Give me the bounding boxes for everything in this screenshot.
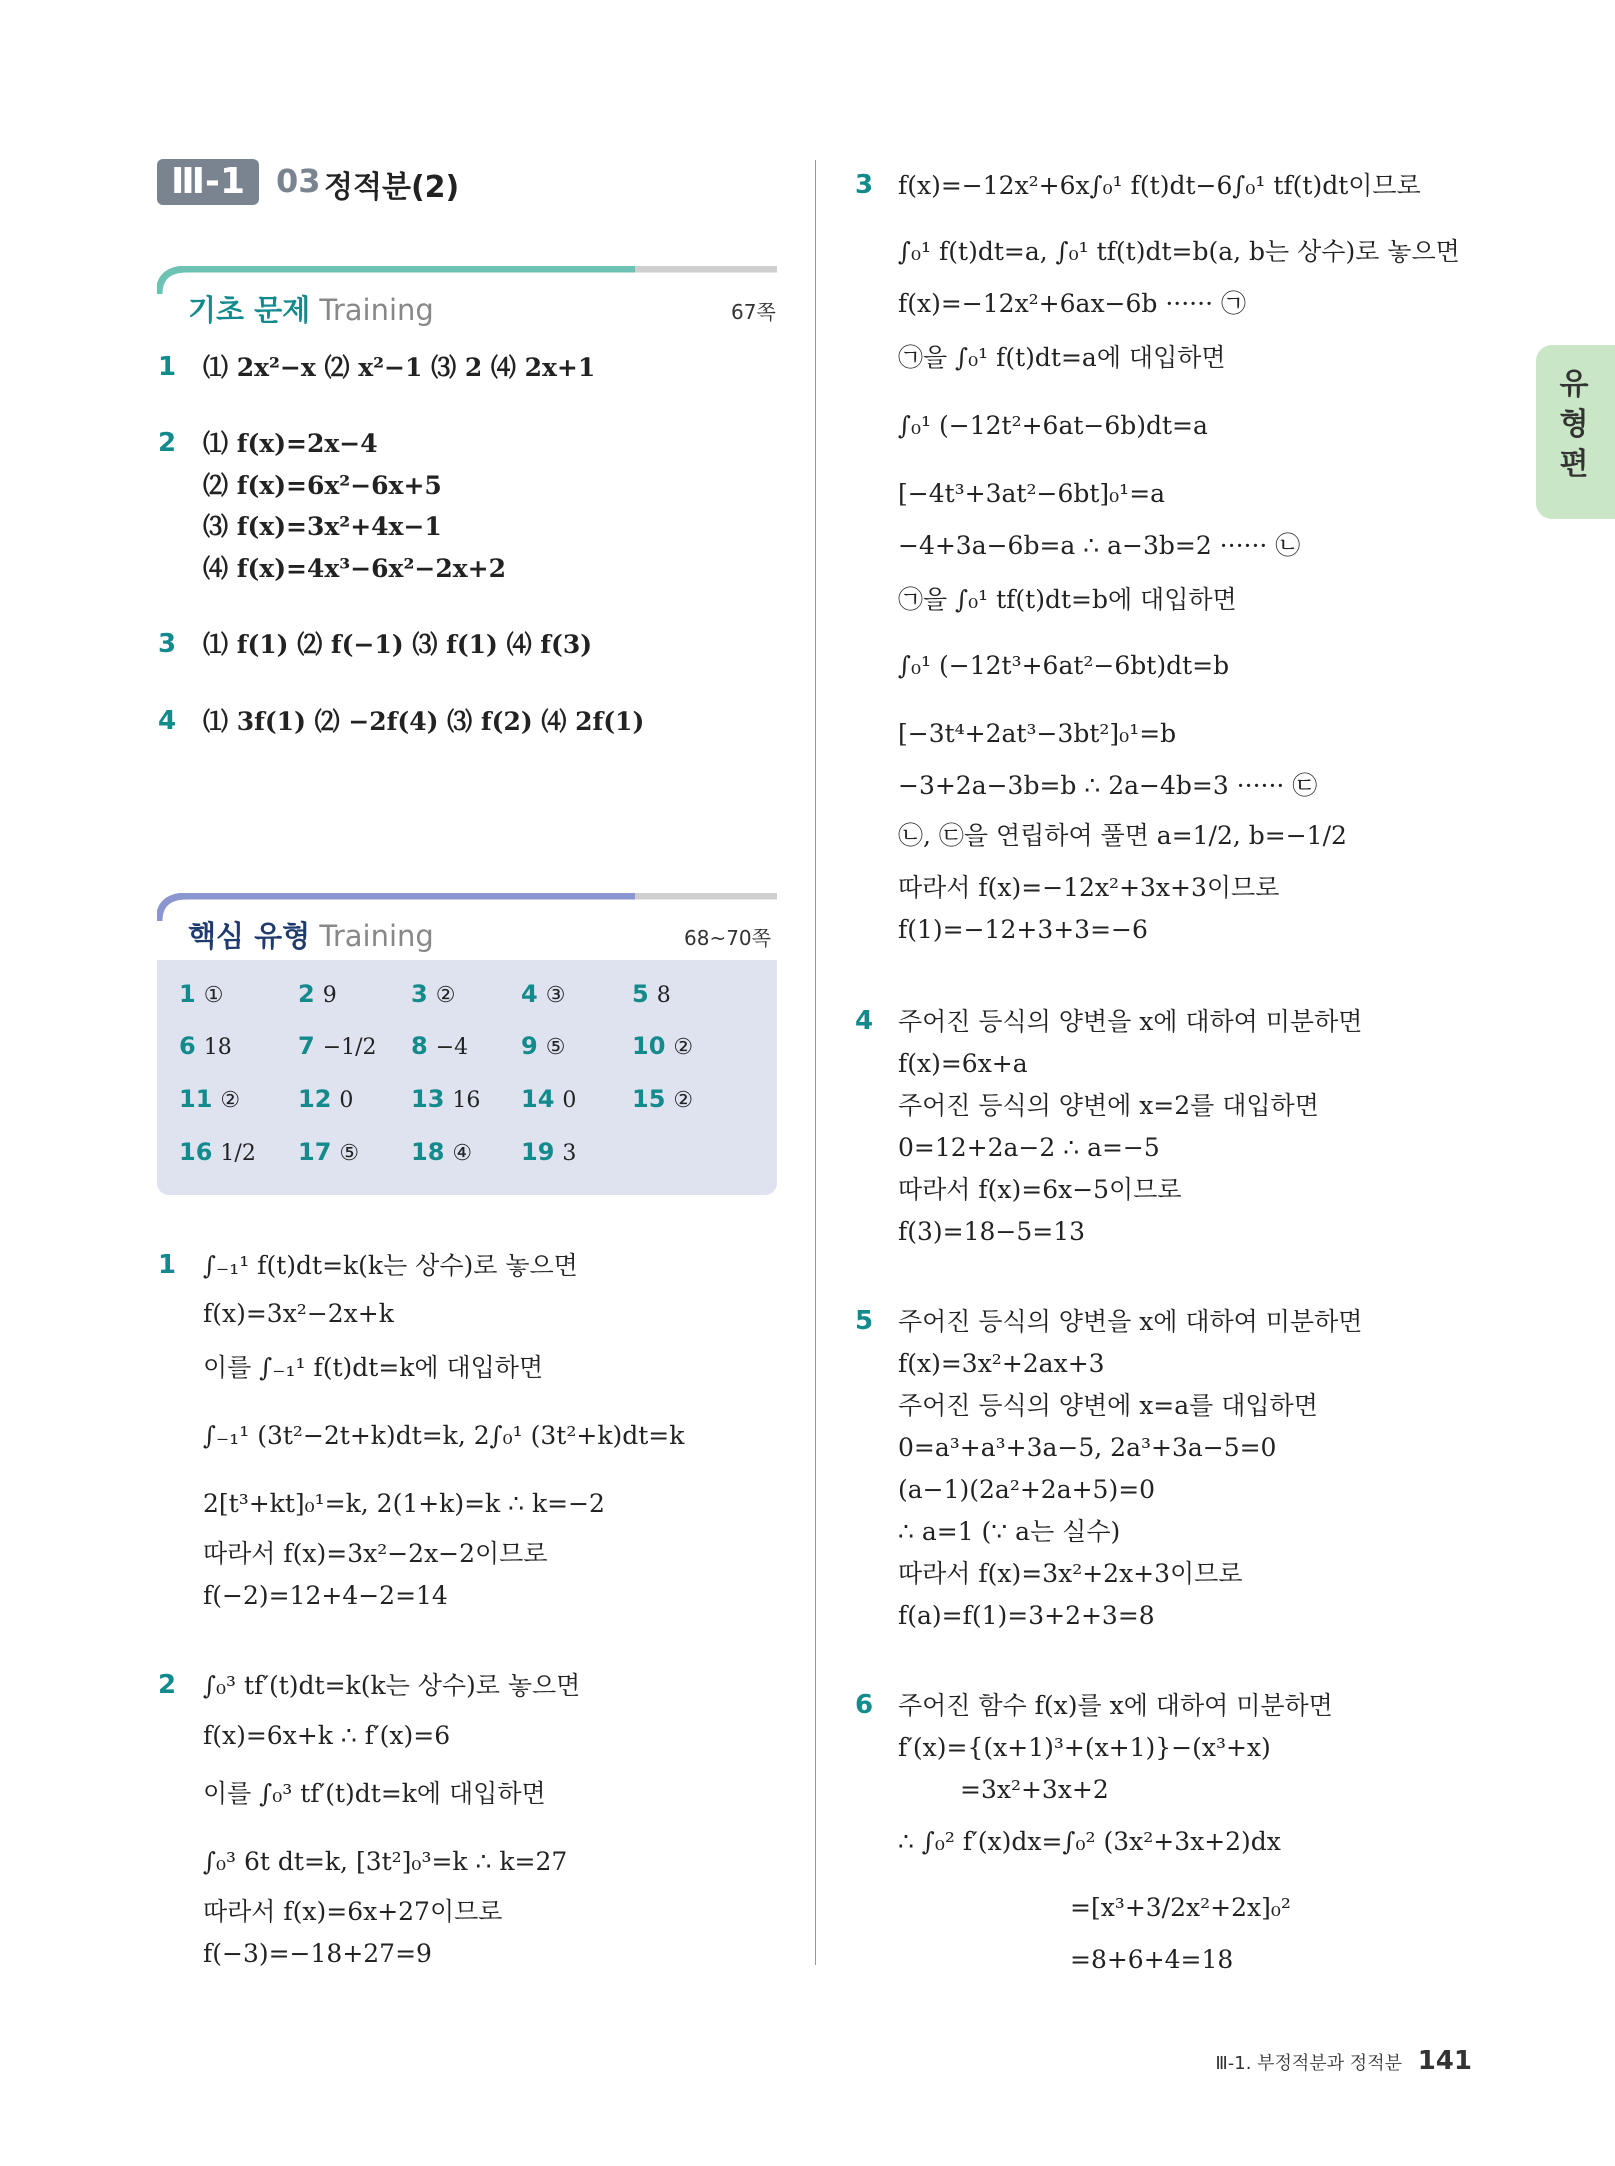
basic-q2-number: 2: [158, 428, 177, 458]
solution-5-line: (a−1)(2a²+2a+5)=0: [898, 1475, 1156, 1504]
solution-3-line: ∫₀¹ f(t)dt=a, ∫₀¹ tf(t)dt=b(a, b는 상수)로 놓으면: [898, 237, 1460, 266]
basic-q2-answer-4: ⑷ f(x)=4x³−6x²−2x+2: [203, 554, 507, 583]
solution-4-line: f(x)=6x+a: [898, 1049, 1028, 1078]
solution-4-line: 0=12+2a−2 ∴ a=−5: [898, 1133, 1160, 1162]
solution-3-line: ∫₀¹ (−12t³+6at²−6bt)dt=b: [898, 651, 1230, 680]
solution-6-line: =8+6+4=18: [1070, 1945, 1234, 1974]
solution-1-line: 이를 ∫₋₁¹ f(t)dt=k에 대입하면: [203, 1353, 544, 1382]
solution-1-line: ∫₋₁¹ (3t²−2t+k)dt=k, 2∫₀¹ (3t²+k)dt=k: [203, 1421, 685, 1450]
solution-2-line: ∫₀³ 6t dt=k, [3t²]₀³=k ∴ k=27: [203, 1847, 568, 1876]
basic-title-en: Training: [319, 293, 434, 327]
solution-6-line: =[x³+3/2x²+2x]₀²: [1070, 1893, 1291, 1922]
basic-q2-answer-3: ⑶ f(x)=3x²+4x−1: [203, 512, 442, 541]
solution-2-number: 2: [158, 1670, 177, 1700]
core-title-ko: 핵심 유형: [188, 919, 311, 953]
answer-grid: [157, 960, 777, 1195]
solution-5-line: f(x)=3x²+2ax+3: [898, 1349, 1105, 1378]
solution-2-line: f(x)=6x+k ∴ f′(x)=6: [203, 1721, 451, 1750]
answer-19: 19 3: [521, 1138, 577, 1166]
basic-q1-answer: ⑴ 2x²−x ⑵ x²−1 ⑶ 2 ⑷ 2x+1: [203, 353, 596, 382]
solution-5-line: 주어진 등식의 양변을 x에 대하여 미분하면: [898, 1307, 1363, 1336]
solution-3-line: −3+2a−3b=b ∴ 2a−4b=3 ······ ㉢: [898, 771, 1318, 800]
basic-title-ko: 기초 문제: [188, 293, 311, 327]
solution-1-line: f(−2)=12+4−2=14: [203, 1581, 448, 1610]
answer-3: 3 ②: [411, 980, 456, 1008]
answer-5: 5 8: [632, 980, 671, 1008]
solution-1-number: 1: [158, 1250, 177, 1280]
solution-3-line: 따라서 f(x)=−12x²+3x+3이므로: [898, 873, 1280, 902]
solution-3-line: ㉡, ㉢을 연립하여 풀면 a=1/2, b=−1/2: [898, 821, 1347, 850]
answer-9: 9 ⑤: [521, 1032, 566, 1060]
solution-6-line: f′(x)={(x+1)³+(x+1)}−(x³+x): [898, 1733, 1271, 1762]
answer-6: 6 18: [179, 1032, 232, 1060]
solution-4-line: f(3)=18−5=13: [898, 1217, 1086, 1246]
solution-4-number: 4: [855, 1006, 874, 1036]
answer-15: 15 ②: [632, 1085, 694, 1113]
basic-q2-answer-2: ⑵ f(x)=6x²−6x+5: [203, 471, 442, 500]
solution-2-line: f(−3)=−18+27=9: [203, 1939, 432, 1968]
solution-1-line: f(x)=3x²−2x+k: [203, 1299, 394, 1328]
basic-q3-answer: ⑴ f(1) ⑵ f(−1) ⑶ f(1) ⑷ f(3): [203, 630, 593, 659]
lesson-number: 03: [276, 162, 321, 200]
solution-6-line: ∴ ∫₀² f′(x)dx=∫₀² (3x²+3x+2)dx: [898, 1827, 1281, 1856]
side-tab-label: 유 형 편: [1559, 367, 1589, 482]
solution-3-line: ㉠을 ∫₀¹ tf(t)dt=b에 대입하면: [898, 585, 1237, 614]
footer-section: Ⅲ-1. 부정적분과 정적분: [1215, 2053, 1402, 2074]
solution-3-line: f(x)=−12x²+6x∫₀¹ f(t)dt−6∫₀¹ tf(t)dt이므로: [898, 171, 1421, 200]
core-title-en: Training: [319, 919, 434, 953]
core-title: [188, 914, 434, 955]
answer-14: 14 0: [521, 1085, 577, 1113]
solution-5-line: ∴ a=1 (∵ a는 실수): [898, 1517, 1121, 1546]
answer-8: 8 −4: [411, 1032, 469, 1060]
solution-3-line: [−4t³+3at²−6bt]₀¹=a: [898, 479, 1166, 508]
answer-16: 16 1/2: [179, 1138, 256, 1166]
page-number: 141: [1417, 2046, 1472, 2076]
solution-2-line: ∫₀³ tf′(t)dt=k(k는 상수)로 놓으면: [203, 1671, 581, 1700]
solution-2-line: 따라서 f(x)=6x+27이므로: [203, 1897, 503, 1926]
solution-3-line: f(1)=−12+3+3=−6: [898, 915, 1148, 944]
answer-7: 7 −1/2: [298, 1032, 377, 1060]
solution-3-line: [−3t⁴+2at³−3bt²]₀¹=b: [898, 719, 1177, 748]
solution-1-line: 따라서 f(x)=3x²−2x−2이므로: [203, 1539, 548, 1568]
solution-5-line: f(a)=f(1)=3+2+3=8: [898, 1601, 1155, 1630]
solution-3-line: −4+3a−6b=a ∴ a−3b=2 ······ ㉡: [898, 531, 1301, 560]
solution-4-line: 주어진 등식의 양변에 x=2를 대입하면: [898, 1091, 1319, 1120]
answer-11: 11 ②: [179, 1085, 241, 1113]
solution-3-line: ㉠을 ∫₀¹ f(t)dt=a에 대입하면: [898, 343, 1226, 372]
answer-13: 13 16: [411, 1085, 481, 1113]
chapter-badge: Ⅲ-1: [157, 159, 259, 205]
basic-q2-answer-1: ⑴ f(x)=2x−4: [203, 429, 378, 458]
page-footer: [1215, 2046, 1472, 2076]
answer-10: 10 ②: [632, 1032, 694, 1060]
basic-page-ref: 67쪽: [731, 300, 776, 324]
core-page-ref: 68~70쪽: [684, 926, 771, 950]
solution-5-line: 0=a³+a³+3a−5, 2a³+3a−5=0: [898, 1433, 1277, 1462]
lesson-title: 정적분(2): [324, 170, 460, 205]
solution-1-line: ∫₋₁¹ f(t)dt=k(k는 상수)로 놓으면: [203, 1251, 578, 1280]
answer-1: 1 ①: [179, 980, 224, 1008]
solution-6-line: 주어진 함수 f(x)를 x에 대하여 미분하면: [898, 1691, 1333, 1720]
column-divider: [815, 160, 816, 1965]
solution-4-line: 주어진 등식의 양변을 x에 대하여 미분하면: [898, 1007, 1363, 1036]
basic-q1-number: 1: [158, 352, 177, 382]
answer-12: 12 0: [298, 1085, 354, 1113]
solution-3-line: f(x)=−12x²+6ax−6b ······ ㉠: [898, 289, 1246, 318]
answer-4: 4 ③: [521, 980, 566, 1008]
basic-q4-number: 4: [158, 706, 177, 736]
basic-title: [188, 288, 434, 329]
answer-18: 18 ④: [411, 1138, 473, 1166]
solution-4-line: 따라서 f(x)=6x−5이므로: [898, 1175, 1182, 1204]
solution-6-number: 6: [855, 1690, 874, 1720]
solution-2-line: 이를 ∫₀³ tf′(t)dt=k에 대입하면: [203, 1779, 546, 1808]
solution-6-line: =3x²+3x+2: [960, 1775, 1109, 1804]
answer-2: 2 9: [298, 980, 337, 1008]
solution-3-line: ∫₀¹ (−12t²+6at−6b)dt=a: [898, 411, 1208, 440]
basic-q4-answer: ⑴ 3f(1) ⑵ −2f(4) ⑶ f(2) ⑷ 2f(1): [203, 707, 645, 736]
solution-3-number: 3: [855, 170, 874, 200]
solution-5-number: 5: [855, 1306, 874, 1336]
basic-q3-number: 3: [158, 629, 177, 659]
solution-5-line: 주어진 등식의 양변에 x=a를 대입하면: [898, 1391, 1318, 1420]
answer-17: 17 ⑤: [298, 1138, 360, 1166]
solution-5-line: 따라서 f(x)=3x²+2x+3이므로: [898, 1559, 1243, 1588]
solution-1-line: 2[t³+kt]₀¹=k, 2(1+k)=k ∴ k=−2: [203, 1489, 605, 1518]
